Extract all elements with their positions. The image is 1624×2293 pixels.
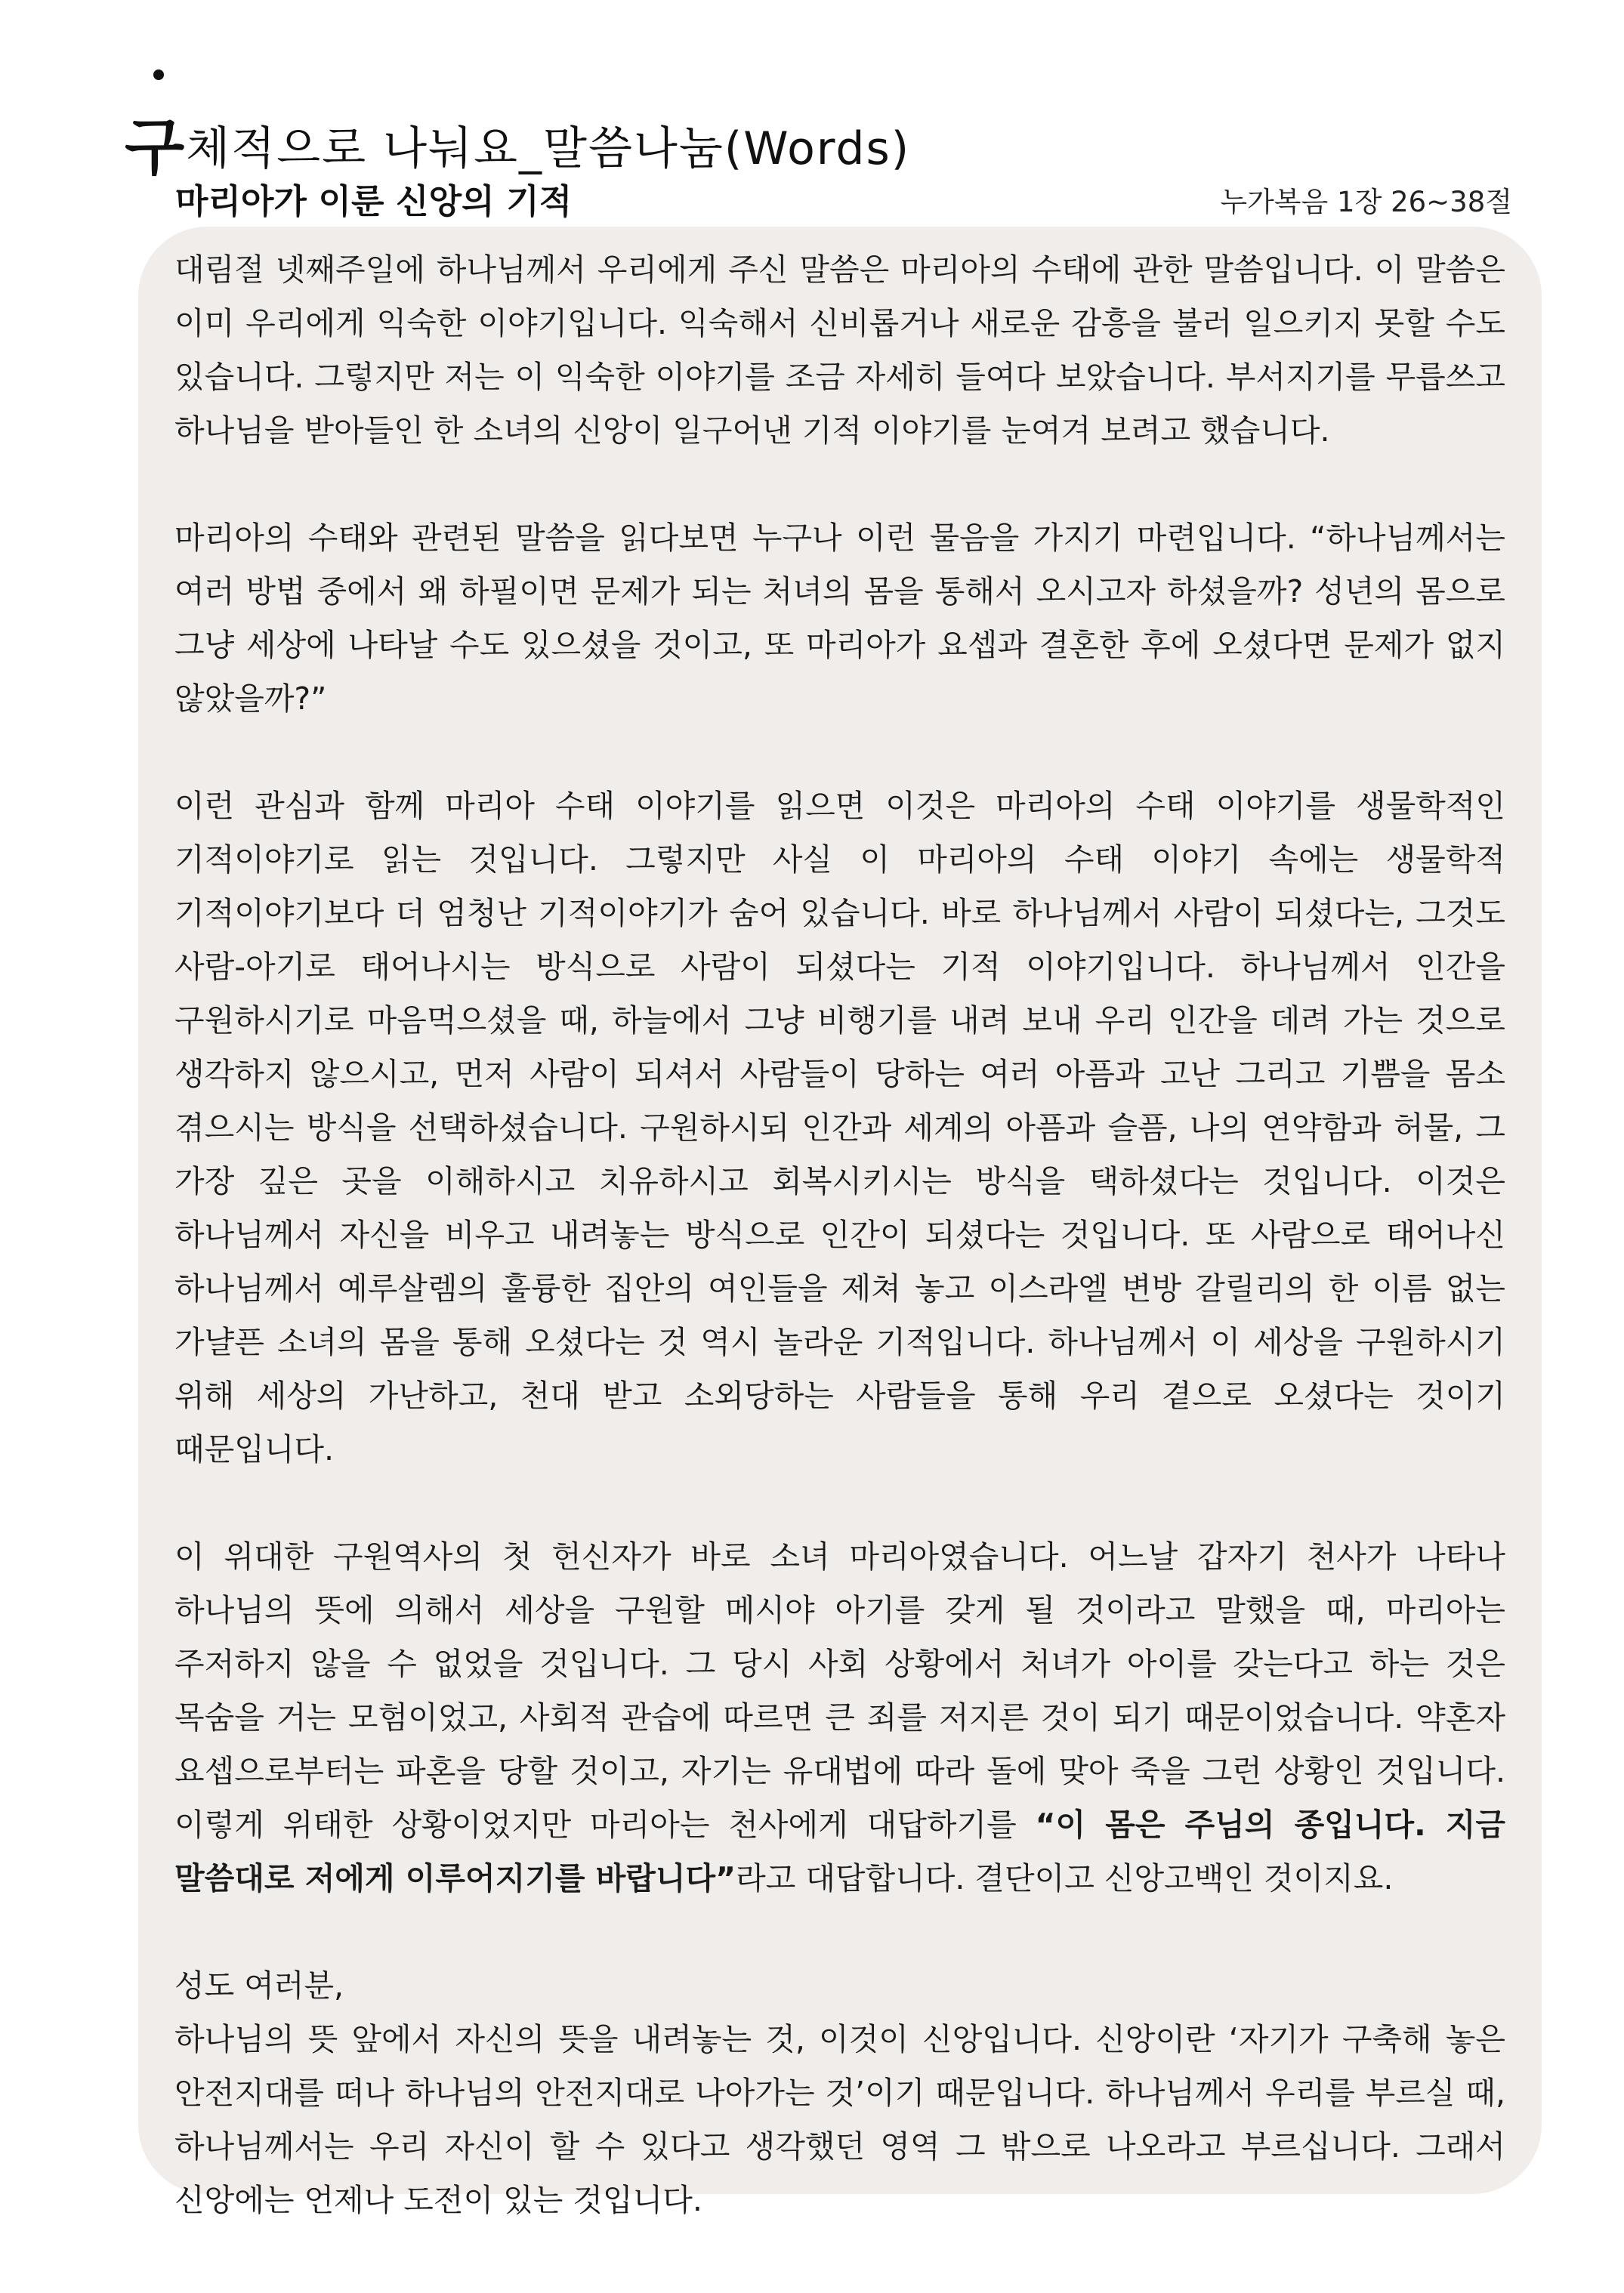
paragraph-5: 하나님의 뜻 앞에서 자신의 뜻을 내려놓는 것, 이것이 신앙입니다. 신앙이란 ‘자기가 구축해 놓은 안전지대를 떠나 하나님의 안전지대로 나아가는 것’이기 때문입니다. 하나님께서 우리를 부르실 때, 하나님께서는 우리 자신이 할 수 있다고 생각했던 영역 그 밖으로 나오라고 부르십니다. 그래서 신앙에는 언제나 도전이 있는 것입니다. bbox=[174, 2021, 1505, 2218]
header-dot bbox=[153, 69, 164, 80]
section-header bbox=[125, 68, 911, 184]
greeting-line: 성도 여러분, bbox=[174, 1967, 344, 2004]
paragraph-4 bbox=[174, 1530, 1505, 1906]
sermon-body bbox=[174, 243, 1505, 2227]
mary-response-quote: “이 몸은 주님의 종입니다. 지금 말씀대로 저에게 이루어지기를 바랍니다” bbox=[174, 1807, 1506, 1896]
sermon-title: 마리아가 이룬 신앙의 기적 bbox=[175, 181, 573, 221]
paragraph-4-part-a: 이 위대한 구원역사의 첫 헌신자가 바로 소녀 마리아였습니다. 어느날 갑자기 천사가 나타나 하나님의 뜻에 의해서 세상을 구원할 메시야 아기를 갖게 될 것이라고 말했을 때, 마리아는 주저하지 않을 수 없었을 것입니다. 그 당시 사회 상황에서 처녀가 아이를 갖는다고 하는 것은 목숨을 거는 모험이었고, 사회적 관습에 따르면 큰 죄를 저지른 것이 되기 때문이었습니다. 약혼자 요셉으로부터는 파혼을 당할 것이고, 자기는 유대법에 따라 돌에 맞아 죽을 그런 상황인 것입니다. 이렇게 위태한 상황이었지만 마리아는 천사에게 대답하기를 bbox=[174, 1538, 1505, 1843]
paragraph-2: 마리아의 수태와 관련된 말씀을 읽다보면 누구나 이런 물음을 가지기 마련입니다. “하나님께서는 여러 방법 중에서 왜 하필이면 문제가 되는 처녀의 몸을 통해서 오시고자 하셨을까? 성년의 몸으로 그냥 세상에 나타날 수도 있으셨을 것이고, 또 마리아가 요셉과 결혼한 후에 오셨다면 문제가 없지 않았을까?” bbox=[174, 520, 1505, 717]
paragraph-4-part-b: 라고 대답합니다. 결단이고 신앙고백인 것이지요. bbox=[736, 1860, 1394, 1896]
paragraph-1: 대림절 넷째주일에 하나님께서 우리에게 주신 말씀은 마리아의 수태에 관한 말씀입니다. 이 말씀은 이미 우리에게 익숙한 이야기입니다. 익숙해서 신비롭거나 새로운 감흥을 불러 일으키지 못할 수도 있습니다. 그렇지만 저는 이 익숙한 이야기를 조금 자세히 들여다 보았습니다. 부서지기를 무릅쓰고 하나님을 받아들인 한 소녀의 신앙이 일구어낸 기적 이야기를 눈여겨 보려고 했습니다. bbox=[174, 252, 1505, 449]
paragraph-3: 이런 관심과 함께 마리아 수태 이야기를 읽으면 이것은 마리아의 수태 이야기를 생물학적인 기적이야기로 읽는 것입니다. 그렇지만 사실 이 마리아의 수태 이야기 속에는 생물학적 기적이야기보다 더 엄청난 기적이야기가 숨어 있습니다. 바로 하나님께서 사람이 되셨다는, 그것도 사람-아기로 태어나시는 방식으로 사람이 되셨다는 기적 이야기입니다. 하나님께서 인간을 구원하시기로 마음먹으셨을 때, 하늘에서 그냥 비행기를 내려 보내 우리 인간을 데려 가는 것으로 생각하지 않으시고, 먼저 사람이 되셔서 사람들이 당하는 여러 아픔과 고난 그리고 기쁨을 몸소 겪으시는 방식을 선택하셨습니다. 구원하시되 인간과 세계의 아픔과 슬픔, 나의 연약함과 허물, 그 가장 깊은 곳을 이해하시고 치유하시고 회복시키시는 방식을 택하셨다는 것입니다. 이것은 하나님께서 자신을 비우고 내려놓는 방식으로 인간이 되셨다는 것입니다. 또 사람으로 태어나신 하나님께서 예루살렘의 훌륭한 집안의 여인들을 제쳐 놓고 이스라엘 변방 갈릴리의 한 이름 없는 가냘픈 소녀의 몸을 통해 오셨다는 것 역시 놀라운 기적입니다. 하나님께서 이 세상을 구원하시기 위해 세상의 가난하고, 천대 받고 소외당하는 사람들을 통해 우리 곁으로 오셨다는 것이기 때문입니다. bbox=[174, 788, 1505, 1467]
section-title-rest: 체적으로 나눠요_말씀나눔(Words) bbox=[186, 122, 911, 175]
section-title bbox=[125, 94, 910, 182]
scripture-reference: 누가복음 1장 26~38절 bbox=[1220, 186, 1512, 218]
section-title-first-char: 구 bbox=[125, 112, 187, 184]
